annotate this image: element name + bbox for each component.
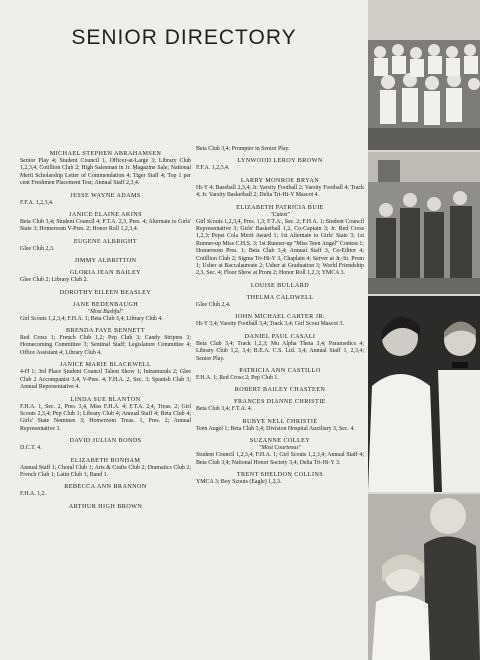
senior-entry — [20, 396, 191, 434]
senior-name: DAVID JULIAN BONDS — [69, 437, 142, 445]
senior-entry — [20, 192, 191, 207]
senior-name: THELMA CALDWELL — [246, 293, 314, 301]
page-title: SENIOR DIRECTORY — [71, 26, 297, 49]
senior-entry — [196, 294, 364, 309]
senior-activities: D.C.T. 4. — [20, 445, 42, 452]
senior-entry — [20, 289, 191, 297]
scouts-photo — [368, 152, 480, 294]
senior-entry — [20, 327, 191, 357]
senior-name: SUZANNE COLLEY — [249, 437, 311, 445]
senior-activities: Beta Club 3,4; Prompter in Senior Play. — [196, 146, 290, 152]
senior-name: JOHN MICHAEL CARTER JR. — [235, 313, 325, 321]
senior-activities: Red Cross 1; French Club 1,2; Pep Club 3; Candy Stripers 3; Homecoming Committee 3; Sentinal Staff; Legislature Committee 4; Office Assistant 4; Library Club 4. — [20, 335, 191, 356]
senior-entry — [196, 418, 364, 433]
senior-name: FRANCES DIANNE CHRISTIE — [234, 398, 326, 406]
senior-entry — [20, 483, 191, 498]
senior-activities: F.H.A. 1,2. — [20, 491, 47, 498]
senior-name: JESSE WAYNE ADAMS — [70, 191, 141, 199]
senior-name: ELIZABETH PATRICIA BUIE — [236, 203, 324, 211]
senior-name: ELIZABETH BONHAM — [70, 456, 141, 464]
senior-name: DANIEL PAUL CASALI — [244, 332, 316, 340]
senior-activities: Beta Club 3,4; Student Council 4; F.T.A. 2,3, Pres. 4; Alternate to Girls' State 3; Homeroom V-Pres. 2; Honor Roll 1,2,3,4. — [20, 219, 191, 233]
senior-name: ARTHUR HIGH BROWN — [68, 502, 143, 510]
senior-entry — [20, 503, 191, 511]
senior-activities: Glee Club 2,4. — [196, 301, 231, 308]
directory-right-column — [196, 146, 364, 489]
directory-left-column — [20, 146, 191, 514]
senior-name: JANICE MARIE BLACKWELL — [59, 361, 152, 369]
senior-name: EUGENE ALBRIGHT — [73, 237, 138, 245]
senior-entry — [196, 386, 364, 394]
senior-name: PATRICIA ANN CASTILLO — [239, 366, 321, 374]
senior-entry — [196, 367, 364, 382]
senior-entry — [20, 257, 191, 265]
senior-superlative: "Most Courteous" — [258, 445, 302, 452]
senior-name: REBECCA ANN BRANNON — [64, 483, 147, 491]
senior-name: JIMMY ALBRITTON — [74, 257, 137, 265]
senior-activities: Senior Play 4; Student Council 1, Officer-at-Large 3; Library Club 1,2,3,4, Cotillion Club 2; High Salesman in Jr. Magazine Sale; National Merit Scholarship Letter of Commendation 4; Tiger Staff 4; Top 1 per cent Freshmen Placement Test; Annual Staff 2,3,4. — [20, 158, 191, 187]
senior-activities: Girl Scouts 1,2,3,4, Pres. 1,3; F.T.A., Sec. 2; F.H.A. 1; Student Council Representative 3; Girls' Basketball 1,2, Co-Captain 3; Jr. Red Cross 1,2,3; Pepsi Cola Merit Award 1; 1st Alternate to Girls' State 3; 1st Runner-up Miss C.H.S. 3; 1st Runner-up "Miss Teen Angel" Contest 1; Homeroom Pres. 1; Beta Club 3,4; Annual Staff 3, Co-Editor 4; Cotillion Club 2; Sigma Tri-Hi-Y 3, Chaplain 4; Server at Jr.-Sr. Prom 1; Usher at Baccalaureate 2; Usher at Graduation 3; World Friendship 2,3, Sec. 4; Floor Show at Prom 2; Honor Roll 1,2,3; YMCA 3. — [196, 218, 364, 277]
senior-entry — [196, 204, 364, 278]
senior-name: GLORIA JEAN BAILEY — [69, 269, 142, 277]
senior-entry — [196, 313, 364, 328]
senior-activities: F.F.A. 1,2,3,4. — [20, 199, 54, 206]
senior-activities: F.H.A. 1; Red Cross 2; Pep Club 1. — [196, 374, 279, 381]
senior-activities: Teen Angel 1; Beta Club 3,4; Division Hospital Auxiliary 3, Sec. 4. — [196, 425, 355, 432]
senior-name: LYNWOOD LEROY BROWN — [237, 157, 323, 165]
senior-entry — [20, 238, 191, 253]
senior-entry — [20, 211, 191, 234]
senior-activities: Girl Scouts 1,2,3,4; F.H.A. 1; Beta Club 3,4; Library Club 4. — [20, 315, 163, 322]
senior-superlative: "Cutest" — [270, 211, 290, 218]
senior-name: JANE BEDENBAUGH — [72, 300, 139, 308]
senior-entry — [20, 269, 191, 284]
senior-activities: Hi-Y 3,4; Varsity Football 3,4; Track 3,4; Girl Scout Mascot 3. — [196, 321, 344, 328]
senior-entry — [196, 471, 364, 486]
senior-entry — [196, 282, 364, 290]
senior-name: BRENDA FAYE BENNETT — [65, 327, 146, 335]
senior-name: LINDA SUE BLANTON — [70, 395, 141, 403]
senior-activities: Beta Club 3,4; Track 1,2,3; Mu Alpha Theta 3,4; Paramedics 4; Library Club 1,2, 3,4; B.E.A. C.S. Ltd. 3,4; Annual Staff 1, 2,3,4; Senior Play. — [196, 340, 364, 362]
senior-activities: YMCA 3; Boy Scouts (Eagle) 1,2,3. — [196, 478, 282, 485]
senior-activities: Glee Club 2,3. — [20, 245, 55, 252]
senior-activities: F.F.A. 1,2,3,4. — [196, 165, 230, 172]
senior-name: TRENT SHELDON COLLINS — [236, 470, 324, 478]
senior-entry — [196, 398, 364, 413]
senior-entry — [20, 150, 191, 188]
senior-entry — [20, 361, 191, 391]
senior-activities: Annual Staff 1; Choral Club 1; Arts & Crafts Club 2; Dramatics Club 2; French Club 1; Latin Club 1; Band 1. — [20, 464, 191, 478]
senior-entry — [20, 437, 191, 452]
senior-activities: Student Council 1,2,3,4; F.H.A. 1; Girl Scouts 1,2,3,4; Annual Staff 4; Beta Club 3,4; National Honor Society 3,4; Delta Tri-Hi-Y 3. — [196, 452, 364, 466]
senior-name: ROBERT BAILEY CHASTEEN — [234, 386, 326, 394]
senior-entry — [196, 157, 364, 172]
group-photo — [368, 0, 480, 150]
photo-strip — [368, 0, 480, 660]
senior-entry — [20, 457, 191, 480]
senior-entry — [196, 146, 364, 153]
senior-name: RUBYE NELL CHRISTIE — [242, 417, 318, 425]
senior-entry — [196, 177, 364, 200]
senior-activities: F.H.A. 1, Sec. 2, Pres. 3,4, Miss F.H.A. 4; F.T.A. 2,4, Treas. 2; Girl Scouts 2,3,4; Pep Club 1; Library Club 4; Annual Staff 4; Beta Club 4; Girls' State Nominee 3; Homeroom Treas. 1, Pres. 2; Annual Representative 3. — [20, 403, 191, 432]
girls-photo — [368, 494, 480, 660]
couple-photo — [368, 296, 480, 492]
senior-activities: Beta Club 3,4; F.T.A. 4. — [196, 406, 253, 413]
senior-activities: Glee Club 2; Library Club 2. — [20, 277, 89, 284]
senior-name: MICHAEL STEPHEN ABRAHAMSEN — [49, 150, 162, 157]
senior-superlative: "Most Bashful" — [87, 308, 124, 315]
senior-name: JANICE ELAINE AKINS — [69, 211, 142, 219]
senior-entry — [196, 437, 364, 467]
senior-entry — [20, 301, 191, 323]
senior-activities: Hi-Y 4; Baseball 2,3,4; Jr. Varsity Football 2; Varsity Football 4; Track 4; Jr. Varsity Basketball 2; Delta Tri-Hi-Y Mascot 4. — [196, 184, 364, 199]
senior-name: DOROTHY EILEEN BEASLEY — [59, 288, 152, 296]
senior-name: LOUISE BULLARD — [250, 281, 310, 289]
senior-entry — [196, 333, 364, 363]
senior-activities: 4-H 1; 3rd Place Student Council Talent Show 1; Intramurals 2; Glee Club 2 Accompanist 3,4, V-Pres. 4; F.H.A. 2, Sec. 3; Spanish Club 3; Annual Representative 4. — [20, 369, 191, 391]
senior-name: LARRY MONROE BRYAN — [240, 176, 320, 184]
